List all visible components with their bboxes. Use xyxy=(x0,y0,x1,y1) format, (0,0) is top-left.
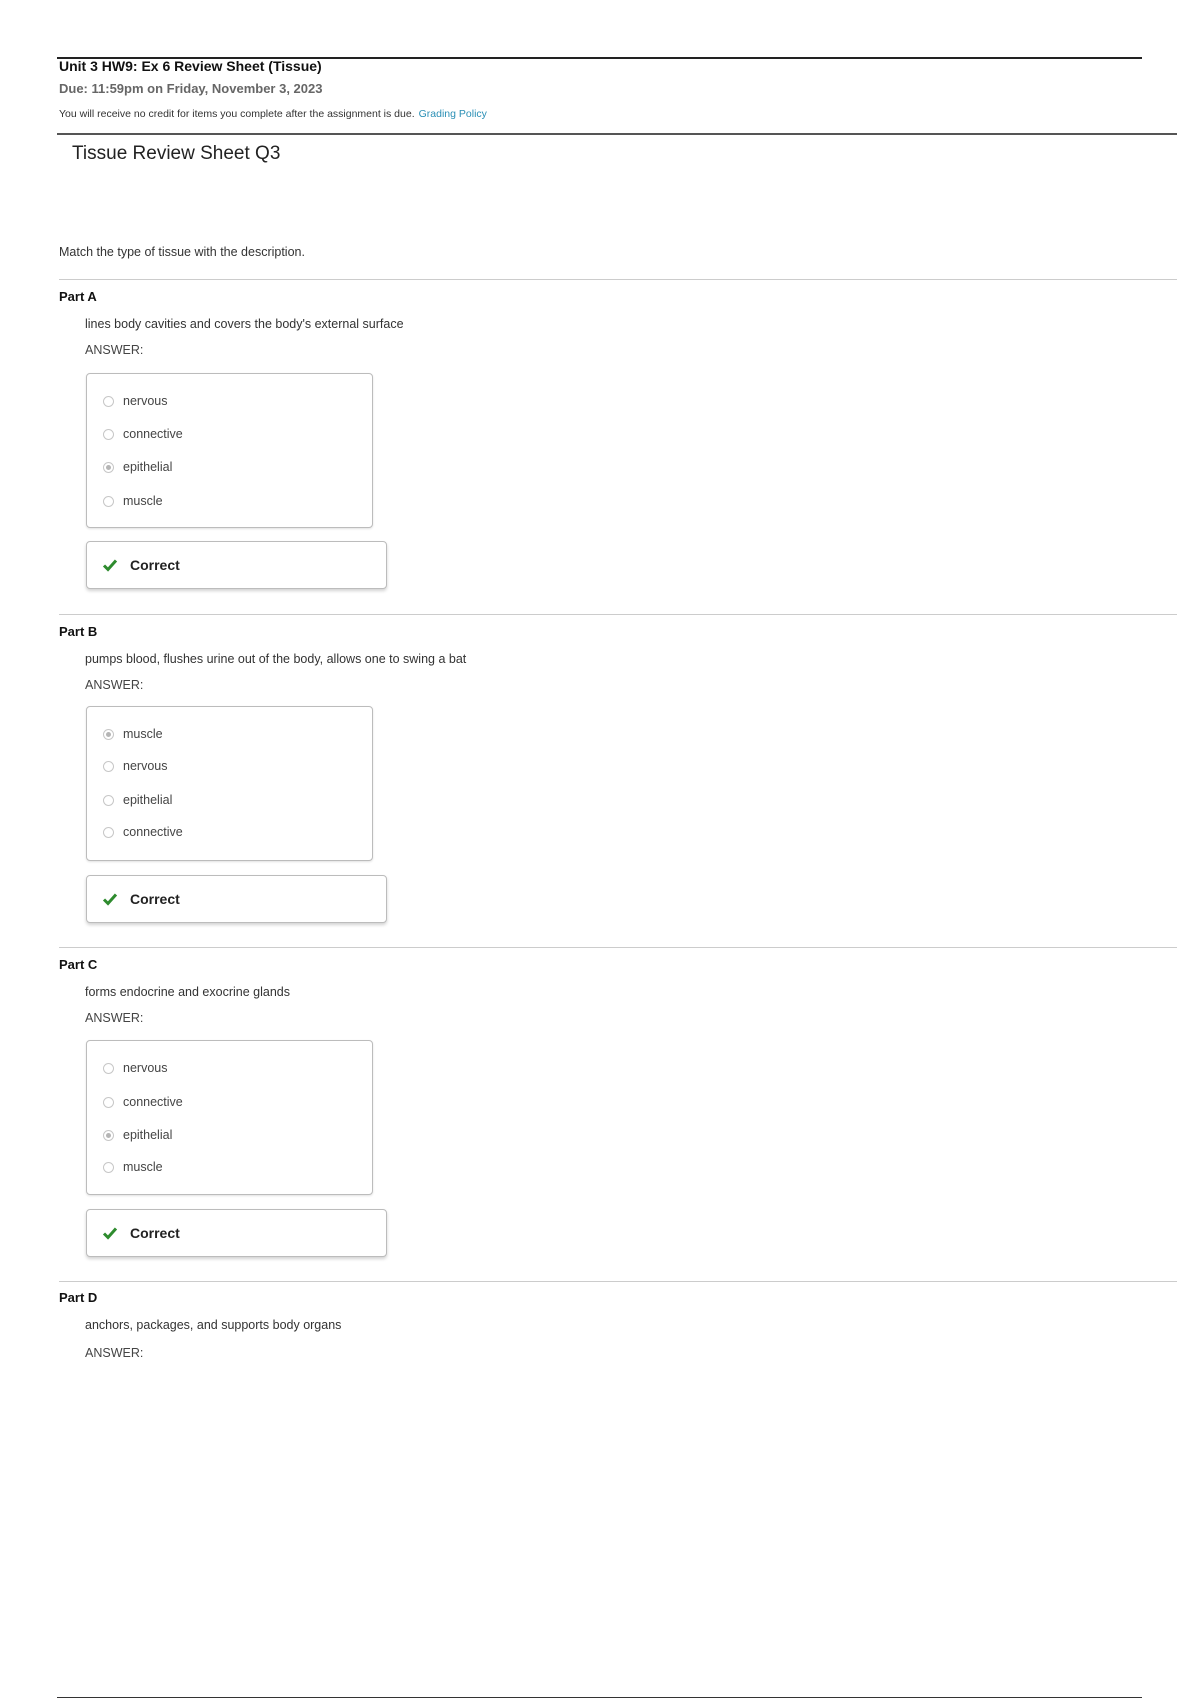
part-d-answer-label: ANSWER: xyxy=(85,1346,144,1360)
part-d-divider xyxy=(59,1281,1177,1282)
part-a-feedback xyxy=(86,541,387,589)
part-c-divider xyxy=(59,947,1177,948)
part-b-feedback xyxy=(86,875,387,923)
part-b-answer-label: ANSWER: xyxy=(85,678,144,692)
part-b-choice-2[interactable] xyxy=(103,756,167,776)
part-a-label: Part A xyxy=(59,289,97,304)
radio-button[interactable] xyxy=(103,827,114,838)
radio-button-selected[interactable] xyxy=(103,462,114,473)
radio-button[interactable] xyxy=(103,496,114,507)
part-b-divider xyxy=(59,614,1177,615)
part-a-choices xyxy=(86,373,373,528)
assignment-title: Unit 3 HW9: Ex 6 Review Sheet (Tissue) xyxy=(59,58,322,74)
feedback-text: Correct xyxy=(130,1225,180,1241)
part-b-choice-3[interactable] xyxy=(103,790,172,810)
choice-label: connective xyxy=(123,1095,183,1109)
choice-label: nervous xyxy=(123,394,168,408)
part-a-divider xyxy=(59,279,1177,280)
radio-button-selected[interactable] xyxy=(103,729,114,740)
part-b-choice-4[interactable] xyxy=(103,822,183,842)
part-b-choices xyxy=(86,706,373,861)
choice-label: connective xyxy=(123,427,183,441)
part-b-choice-1[interactable] xyxy=(103,724,163,744)
choice-label: epithelial xyxy=(123,460,173,474)
late-credit-note-text: You will receive no credit for items you complete after the assignment is due. xyxy=(59,108,415,120)
choice-label: epithelial xyxy=(123,793,173,807)
radio-button[interactable] xyxy=(103,761,114,772)
choice-label: connective xyxy=(123,825,183,839)
choice-label: muscle xyxy=(123,1160,163,1174)
radio-button[interactable] xyxy=(103,1063,114,1074)
radio-button[interactable] xyxy=(103,1162,114,1173)
radio-button[interactable] xyxy=(103,795,114,806)
part-a-answer-label: ANSWER: xyxy=(85,343,144,357)
radio-button[interactable] xyxy=(103,1097,114,1108)
feedback-text: Correct xyxy=(130,891,180,907)
due-date: Due: 11:59pm on Friday, November 3, 2023 xyxy=(59,81,323,96)
late-credit-note xyxy=(59,108,487,120)
radio-button-selected[interactable] xyxy=(103,1130,114,1141)
part-c-choice-3[interactable] xyxy=(103,1125,172,1145)
part-a-choice-1[interactable] xyxy=(103,391,167,411)
choice-label: muscle xyxy=(123,727,163,741)
checkmark-icon xyxy=(102,557,118,573)
part-d-label: Part D xyxy=(59,1290,98,1305)
part-c-label: Part C xyxy=(59,957,98,972)
part-c-description: forms endocrine and exocrine glands xyxy=(85,985,290,999)
question-title: Tissue Review Sheet Q3 xyxy=(72,143,281,164)
footer-rule xyxy=(57,1697,1142,1698)
choice-label: epithelial xyxy=(123,1128,173,1142)
part-c-choice-1[interactable] xyxy=(103,1058,167,1078)
part-b-label: Part B xyxy=(59,624,98,639)
part-c-feedback xyxy=(86,1209,387,1257)
radio-button[interactable] xyxy=(103,396,114,407)
part-a-choice-3[interactable] xyxy=(103,457,172,477)
checkmark-icon xyxy=(102,1225,118,1241)
grading-policy-link[interactable]: Grading Policy xyxy=(418,108,487,120)
choice-label: nervous xyxy=(123,759,168,773)
part-a-choice-2[interactable] xyxy=(103,424,183,444)
part-a-description: lines body cavities and covers the body's external surface xyxy=(85,317,404,331)
part-c-choice-2[interactable] xyxy=(103,1092,183,1112)
part-c-choice-4[interactable] xyxy=(103,1157,163,1177)
part-a-choice-4[interactable] xyxy=(103,491,163,511)
choice-label: muscle xyxy=(123,494,163,508)
part-c-choices xyxy=(86,1040,373,1195)
radio-button[interactable] xyxy=(103,429,114,440)
checkmark-icon xyxy=(102,891,118,907)
part-c-answer-label: ANSWER: xyxy=(85,1011,144,1025)
part-b-description: pumps blood, flushes urine out of the body, allows one to swing a bat xyxy=(85,652,467,666)
choice-label: nervous xyxy=(123,1061,168,1075)
feedback-text: Correct xyxy=(130,557,180,573)
question-instruction: Match the type of tissue with the description. xyxy=(59,245,305,259)
part-d-description: anchors, packages, and supports body organs xyxy=(85,1318,342,1332)
